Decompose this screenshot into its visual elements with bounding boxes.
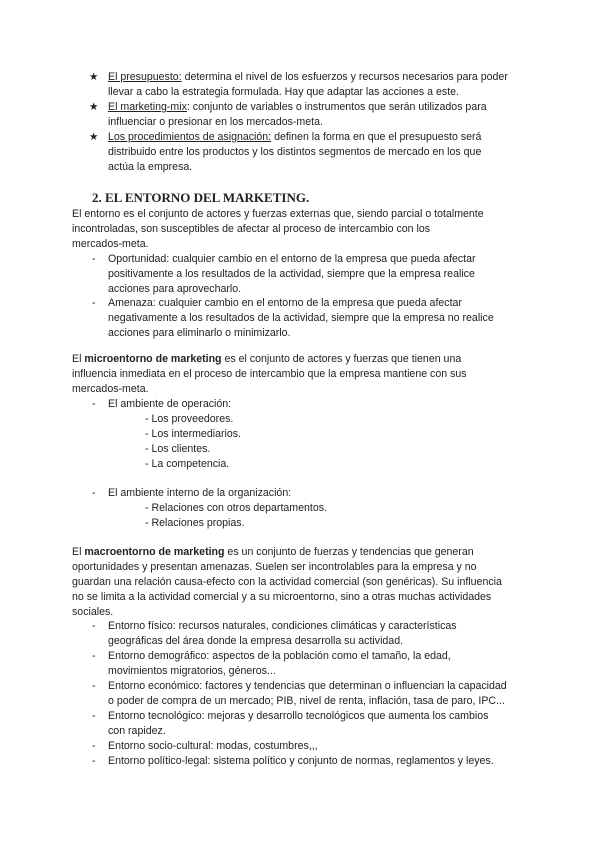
dash-bullet: - (92, 253, 96, 265)
sub-list-item: - Relaciones con otros departamentos. (145, 502, 327, 514)
section-heading: 2. EL ENTORNO DEL MARKETING. (92, 190, 310, 205)
list-item-line: movimientos migratorios, géneros... (108, 665, 276, 677)
list-item-text: determina el nivel de los esfuerzos y recursos necesarios para poder (181, 71, 508, 83)
list-item-line (108, 145, 481, 160)
sub-list-item: - Los clientes. (145, 443, 211, 455)
sub-list-item: - Los intermediarios. (145, 428, 241, 440)
list-item-text: distribuido entre los productos y los distintos segmentos de mercado en los que (108, 146, 482, 158)
paragraph-text: es un conjunto de fuerzas y tendencias que generan (224, 546, 474, 558)
list-item-text: influenciar o presionar en los mercados-meta. (108, 116, 323, 128)
dash-bullet: - (92, 487, 96, 499)
paragraph-line: incontroladas, son susceptibles de afectar al proceso de intercambio con los (72, 223, 431, 235)
dash-bullet: - (92, 297, 96, 309)
list-item-line: acciones para eliminarlo o minimizarlo. (108, 327, 291, 339)
sub-list-item: - Relaciones propias. (145, 517, 245, 529)
paragraph-text: sociales. (72, 606, 114, 618)
paragraph-text: no se limita a la actividad comercial y a su microentorno, sino a otras muchas actividades (72, 591, 492, 603)
list-item-text: actúa la empresa. (108, 161, 193, 173)
list-item-line (108, 160, 192, 175)
list-item-label: El marketing-mix (108, 101, 187, 113)
paragraph-text: oportunidades y presentan amenazas. Suelen ser incontrolables para la empresa y no (72, 561, 477, 573)
list-item-text: definen la forma en que el presupuesto será (271, 131, 482, 143)
list-item-line: Entorno económico: factores y tendencias que determinan o influencian la capacidad (108, 680, 507, 692)
star-bullet-icon: ★ (89, 131, 99, 143)
paragraph-text: guardan una relación causa-efecto con la actividad comercial (son genéricas). Su influencia (72, 576, 502, 588)
dash-bullet: - (92, 398, 96, 410)
paragraph-line (72, 352, 461, 367)
paragraph-text: mercados-meta. (72, 383, 149, 395)
list-item-line: negativamente a los resultados de la actividad, siempre que la empresa no realice (108, 312, 494, 324)
paragraph-text: influencia inmediata en el proceso de intercambio que la empresa mantiene con sus (72, 368, 467, 380)
list-item-line: geográficas del área donde la empresa desarrolla su actividad. (108, 635, 404, 647)
dash-bullet: - (92, 680, 96, 692)
sub-list-item: - Los proveedores. (145, 413, 234, 425)
paragraph-line (72, 545, 474, 560)
list-item-label: El presupuesto: (108, 71, 182, 83)
sub-list-item: - La competencia. (145, 458, 230, 470)
list-item-text: : conjunto de variables o instrumentos que serán utilizados para (186, 101, 487, 113)
list-item-label: El ambiente interno de la organización: (108, 487, 292, 499)
list-item-line: con rapidez. (108, 725, 166, 737)
list-item-line (108, 115, 323, 130)
list-item-line: acciones para aprovecharlo. (108, 283, 242, 295)
list-item-label: El ambiente de operación: (108, 398, 232, 410)
paragraph-line: El entorno es el conjunto de actores y fuerzas externas que, siendo parcial o totalmente (72, 208, 484, 220)
list-item-line (108, 100, 487, 115)
list-item-line: Entorno físico: recursos naturales, condiciones climáticas y características (108, 620, 457, 632)
list-item-line (108, 85, 459, 100)
list-item-line (108, 70, 508, 85)
paragraph-prefix: El (72, 546, 85, 558)
bold-term: microentorno de marketing (84, 353, 222, 365)
list-item-line: Amenaza: cualquier cambio en el entorno de la empresa que pueda afectar (108, 297, 462, 309)
list-item-line: Entorno socio-cultural: modas, costumbres,,, (108, 740, 318, 752)
list-item-line: Entorno político-legal: sistema político y conjunto de normas, reglamentos y leyes. (108, 755, 494, 767)
dash-bullet: - (92, 755, 96, 767)
star-bullet-icon: ★ (89, 71, 99, 83)
list-item-text: llevar a cabo la estrategia formulada. Hay que adaptar las acciones a este. (108, 86, 459, 98)
list-item-label: Los procedimientos de asignación: (108, 131, 272, 143)
paragraph-line: mercados-meta. (72, 238, 149, 250)
dash-bullet: - (92, 620, 96, 632)
paragraph-line (72, 605, 113, 620)
paragraph-line (72, 590, 491, 605)
dash-bullet: - (92, 740, 96, 752)
paragraph-prefix: El (72, 353, 85, 365)
paragraph-line (72, 560, 477, 575)
paragraph-line (72, 382, 149, 397)
bold-term: macroentorno de marketing (84, 546, 225, 558)
paragraph-line (72, 367, 467, 382)
list-item-line: Entorno tecnológico: mejoras y desarrollo tecnológicos que aumenta los cambios (108, 710, 489, 722)
list-item-line: Entorno demográfico: aspectos de la población como el tamaño, la edad, (108, 650, 451, 662)
list-item-line: positivamente a los resultados de la actividad, siempre que la empresa realice (108, 268, 475, 280)
list-item-line: Oportunidad: cualquier cambio en el entorno de la empresa que pueda afectar (108, 253, 476, 265)
dash-bullet: - (92, 650, 96, 662)
dash-bullet: - (92, 710, 96, 722)
paragraph-line (72, 575, 502, 590)
star-bullet-icon: ★ (89, 101, 99, 113)
list-item-line: o poder de compra de un mercado; PIB, nivel de renta, inflación, tasa de paro, IPC... (108, 695, 505, 707)
list-item-line (108, 130, 481, 145)
paragraph-text: es el conjunto de actores y fuerzas que tienen una (221, 353, 462, 365)
